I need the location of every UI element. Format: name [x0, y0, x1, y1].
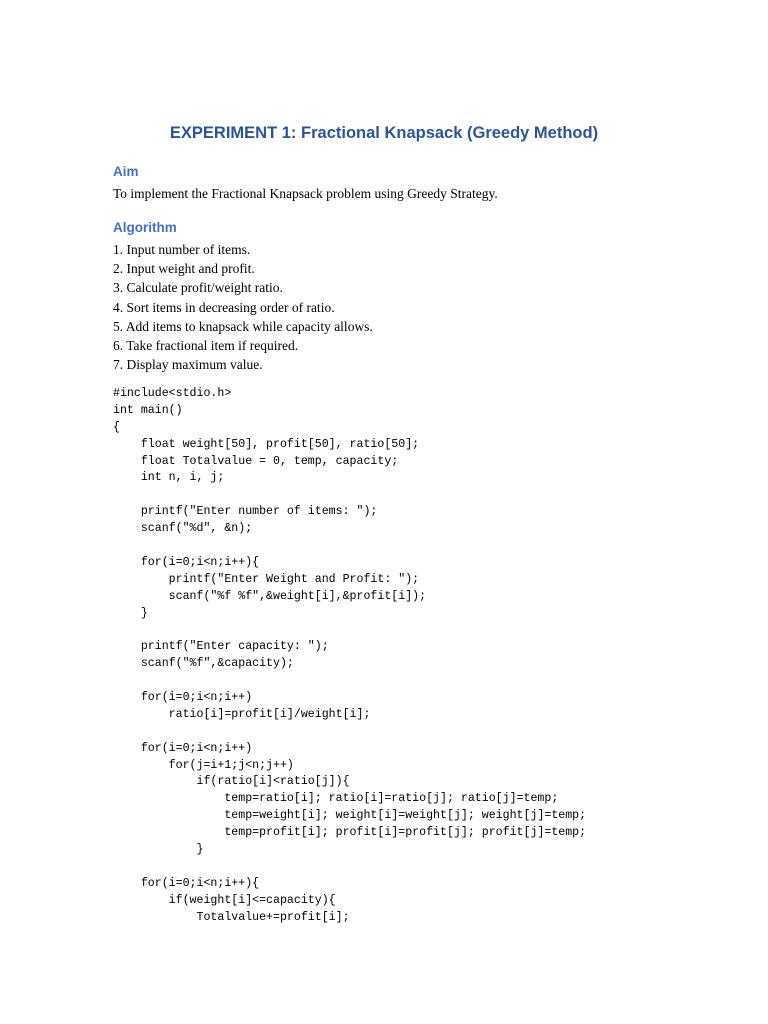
algorithm-step: 1. Input number of items.: [113, 242, 251, 257]
code-line: for(i=0;i<n;i++): [113, 691, 253, 705]
aim-text: To implement the Fractional Knapsack problem using Greedy Strategy.: [113, 186, 498, 201]
code-line: printf("Enter Weight and Profit: ");: [113, 572, 420, 586]
code-line: #include<stdio.h>: [113, 387, 232, 400]
algorithm-step: 4. Sort items in decreasing order of ratio.: [113, 299, 335, 315]
code-line: ratio[i]=profit[i]/weight[i];: [113, 707, 371, 721]
algorithm-heading: Algorithm: [113, 220, 177, 235]
code-line: printf("Enter number of items: ");: [113, 505, 378, 519]
code-line: int main(): [113, 403, 183, 417]
code-line: temp=weight[i]; weight[i]=weight[j]; weight[j]=temp;: [113, 809, 587, 823]
code-line: scanf("%d", &n);: [113, 522, 253, 536]
code-line: [113, 724, 586, 741]
code-line: for(j=i+1;j<n;j++): [113, 758, 294, 772]
code-line: temp=ratio[i]; ratio[i]=ratio[j]; ratio[j]=temp;: [113, 792, 559, 806]
code-line: printf("Enter capacity: ");: [113, 640, 329, 654]
code-line: [113, 859, 586, 876]
code-line: }: [113, 843, 204, 857]
code-line: [113, 673, 586, 690]
code-listing: [113, 386, 586, 927]
algorithm-step: 5. Add items to knapsack while capacity allows.: [113, 318, 373, 334]
code-line: scanf("%f",&capacity);: [113, 657, 294, 671]
algorithm-steps: [113, 240, 373, 374]
code-line: [113, 487, 586, 504]
code-line: Totalvalue+=profit[i];: [113, 910, 350, 924]
code-line: float weight[50], profit[50], ratio[50];: [113, 437, 420, 451]
code-line: if(ratio[i]<ratio[j]){: [113, 775, 350, 789]
code-line: scanf("%f %f",&weight[i],&profit[i]);: [113, 589, 427, 603]
code-line: int n, i, j;: [113, 471, 225, 485]
code-line: temp=profit[i]; profit[i]=profit[j]; profit[j]=temp;: [113, 826, 587, 840]
code-line: }: [113, 606, 148, 620]
code-line: for(i=0;i<n;i++): [113, 741, 253, 755]
algorithm-step: 3. Calculate profit/weight ratio.: [113, 280, 283, 296]
code-line: for(i=0;i<n;i++){: [113, 555, 260, 569]
code-line: [113, 622, 586, 639]
code-line: {: [113, 420, 120, 434]
document-title: EXPERIMENT 1: Fractional Knapsack (Greedy Method): [169, 124, 599, 142]
code-line: float Totalvalue = 0, temp, capacity;: [113, 454, 399, 468]
code-line: if(weight[i]<=capacity){: [113, 893, 336, 907]
algorithm-step: 2. Input weight and profit.: [113, 261, 255, 277]
code-line: for(i=0;i<n;i++){: [113, 876, 260, 890]
code-line: [113, 538, 586, 555]
algorithm-step: 6. Take fractional item if required.: [113, 337, 299, 353]
aim-heading: Aim: [113, 164, 139, 179]
algorithm-step: 7. Display maximum value.: [113, 357, 263, 373]
